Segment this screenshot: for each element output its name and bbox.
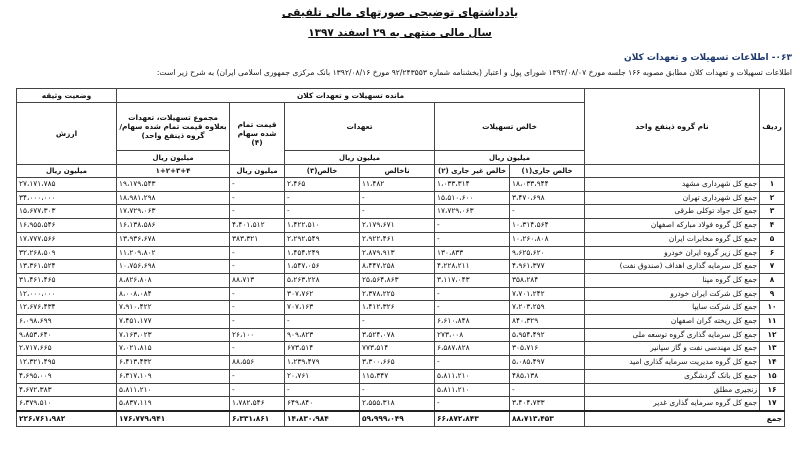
row-current: ۱۰،۲۶۰،۸۰۸ [510, 232, 585, 246]
row-shares: ۱،۷۸۲،۵۴۶ [230, 397, 285, 411]
row-noncurrent: - [435, 287, 510, 301]
col-facilities-unit: میلیون ریال [435, 151, 585, 165]
row-value: ۶،۳۷۹،۵۱۰ [17, 397, 117, 411]
row-value: ۱۷،۷۷۷،۵۶۶ [17, 232, 117, 246]
row-shares: ۸۸،۷۱۳ [230, 273, 285, 287]
row-group-name: جمع کل شهرداری تهران [585, 191, 760, 205]
row-net: ۷۰۷،۱۶۳ [285, 301, 360, 315]
row-net: - [285, 315, 360, 329]
row-index: ۱ [760, 178, 785, 192]
row-current: ۱۸،۰۳۳،۹۴۴ [510, 178, 585, 192]
row-gross: - [360, 205, 435, 219]
col-formula: ۱+۲+۳+۴ [117, 165, 230, 178]
row-value: ۶،۰۹۸،۶۹۹ [17, 315, 117, 329]
row-net: ۲۰،۷۶۱ [285, 369, 360, 383]
row-gross: - [360, 315, 435, 329]
row-group-name: جمع کل سرمایه گذاری اهداف (صندوق نفت) [585, 260, 760, 274]
row-shares: - [230, 342, 285, 356]
row-gross: ۲،۳۷۸،۲۲۵ [360, 287, 435, 301]
col-index-header: ردیف [760, 89, 785, 165]
row-net: ۶۷۳،۵۱۴ [285, 342, 360, 356]
row-total: ۷،۴۵۱،۱۷۷ [117, 315, 230, 329]
row-value: ۳۴،۰۰۰،۰۰۰ [17, 191, 117, 205]
row-noncurrent: ۵،۸۱۱،۲۱۰ [435, 383, 510, 397]
row-value: ۴،۶۷۲،۳۸۳ [17, 383, 117, 397]
table-row [17, 383, 785, 397]
row-net: - [285, 191, 360, 205]
row-group-name: جمع کل ریخته گران اصفهان [585, 315, 760, 329]
total-net: ۱۴،۸۳۰،۹۸۴ [285, 411, 360, 427]
row-group-name: جمع کل شرکت سایپا [585, 301, 760, 315]
row-noncurrent: ۶،۶۱۰،۸۴۸ [435, 315, 510, 329]
row-net: ۱،۴۵۴،۲۴۹ [285, 246, 360, 260]
row-noncurrent: ۳،۱۱۷،۰۴۳ [435, 273, 510, 287]
row-net: - [285, 383, 360, 397]
row-group-name: جمع کل شرکت ایران خودرو [585, 287, 760, 301]
row-gross: ۱۱۵،۳۴۷ [360, 369, 435, 383]
row-current: ۳،۴۰۴،۷۳۳ [510, 397, 585, 411]
row-noncurrent: - [435, 219, 510, 233]
row-shares: - [230, 178, 285, 192]
row-current: ۳۰۵،۷۱۶ [510, 342, 585, 356]
row-gross: ۷۷۳،۵۱۴ [360, 342, 435, 356]
row-index: ۱۳ [760, 342, 785, 356]
row-value: ۱۶،۹۵۵،۵۴۶ [17, 219, 117, 233]
row-total: ۱۳،۹۳۶،۶۷۸ [117, 232, 230, 246]
row-group-name: جمع کل زیر گروه ایران خودرو [585, 246, 760, 260]
row-noncurrent: ۶،۵۸۷،۸۲۸ [435, 342, 510, 356]
row-noncurrent: ۱۳۰،۸۳۳ [435, 246, 510, 260]
row-total: ۶،۴۱۳،۴۳۲ [117, 356, 230, 370]
row-gross: ۱۱،۴۸۲ [360, 178, 435, 192]
row-noncurrent: ۲۷۳،۰۰۸ [435, 328, 510, 342]
row-shares: ۸۸،۵۵۶ [230, 356, 285, 370]
row-total: ۱۱،۲۰۹،۸۰۲ [117, 246, 230, 260]
report-subtitle: سال مالی منتهی به ۲۹ اسفند ۱۳۹۷ [308, 27, 492, 39]
row-current: ۳۵۸،۲۸۴ [510, 273, 585, 287]
row-current: ۴۸۵،۱۳۸ [510, 369, 585, 383]
col-commitments-header: تعهدات [285, 103, 435, 151]
row-gross: ۲،۹۲۲،۴۶۱ [360, 232, 435, 246]
table-row [17, 260, 785, 274]
row-current: ۱۰،۳۱۴،۵۶۴ [510, 219, 585, 233]
col-current-header: خالص جاری(۱) [510, 165, 585, 178]
row-shares: - [230, 191, 285, 205]
row-gross: ۸،۴۴۷،۲۵۸ [360, 260, 435, 274]
table-row [17, 356, 785, 370]
row-total: ۱۶،۱۳۸،۵۸۶ [117, 219, 230, 233]
col-noncurrent-header: خالص غیر جاری (۲) [435, 165, 510, 178]
row-total: ۵،۸۳۷،۱۱۹ [117, 397, 230, 411]
row-value: ۴،۶۹۵،۰۰۹ [17, 369, 117, 383]
table-row [17, 328, 785, 342]
note-description: اطلاعات تسهیلات و تعهدات کلان مطابق مصوبه ۱۶۶ جلسه مورخ ۱۳۹۲/۰۸/۰۷ شورای پول و اعتبار (بخشنامه شماره ۹۲/۲۴۳۵۵۳ مورخ ۱۳۹۲/۰۸/۱۶ بانک مرکزی جمهوری اسلامی ایران) به شرح زیر است: [156, 68, 792, 77]
row-shares: - [230, 369, 285, 383]
row-group-name: جمع کل مهندسی نفت و گاز سپانیر [585, 342, 760, 356]
row-index: ۱۱ [760, 315, 785, 329]
total-gross: ۵۹،۹۹۹،۰۴۹ [360, 411, 435, 427]
row-index: ۱۲ [760, 328, 785, 342]
row-total: ۷،۰۲۱،۸۱۵ [117, 342, 230, 356]
row-net: ۱،۵۴۷،۰۵۶ [285, 260, 360, 274]
row-gross: - [360, 191, 435, 205]
row-value: ۱۵،۶۷۷،۳۰۳ [17, 205, 117, 219]
row-gross: ۳،۳۰۰،۶۶۵ [360, 356, 435, 370]
total-noncurrent: ۶۶،۸۷۲،۸۴۳ [435, 411, 510, 427]
table-row [17, 178, 785, 192]
row-total: ۷،۹۱۰،۴۲۲ [117, 301, 230, 315]
row-gross: ۲۵،۵۶۴،۸۶۳ [360, 273, 435, 287]
row-net: ۳۰۷،۷۶۲ [285, 287, 360, 301]
col-value-unit: میلیون ریال [17, 165, 117, 178]
col-commitments-unit: میلیون ریال [285, 151, 435, 165]
row-shares: - [230, 315, 285, 329]
table-row [17, 232, 785, 246]
table-row [17, 397, 785, 411]
row-index: ۲ [760, 191, 785, 205]
row-noncurrent: ۱۷،۷۲۹،۰۶۳ [435, 205, 510, 219]
row-current: - [510, 383, 585, 397]
total-total: ۱۷۶،۷۷۹،۹۴۱ [117, 411, 230, 427]
row-net: ۱،۴۲۲،۵۱۰ [285, 219, 360, 233]
row-total: ۱۹،۱۷۹،۵۴۳ [117, 178, 230, 192]
col-total-unit: میلیون ریال [117, 151, 230, 165]
row-group-name: جمع کل گروه مخابرات ایران [585, 232, 760, 246]
row-shares: - [230, 260, 285, 274]
col-value-header: ارزش [17, 103, 117, 165]
col-group-header: نام گروه ذینفع واحد [585, 89, 760, 165]
table-row [17, 301, 785, 315]
row-index: ۷ [760, 260, 785, 274]
row-value: ۲،۷۱۷،۶۶۵ [17, 342, 117, 356]
row-shares: - [230, 383, 285, 397]
large-facilities-table [16, 88, 785, 427]
row-shares: ۲۶،۱۰۰ [230, 328, 285, 342]
table-row [17, 219, 785, 233]
row-group-name: جمع کل جواد توکلی طرقی [585, 205, 760, 219]
row-group-name: جمع کل گروه مپنا [585, 273, 760, 287]
row-group-name: جمع کل گروه سرمایه گذاری غدیر [585, 397, 760, 411]
row-shares: ۳۸۳،۳۲۱ [230, 232, 285, 246]
total-current: ۸۸،۷۱۳،۴۵۳ [510, 411, 585, 427]
table-row [17, 246, 785, 260]
row-total: ۱۰،۷۵۶،۶۹۸ [117, 260, 230, 274]
row-current: ۹،۶۲۵،۶۲۰ [510, 246, 585, 260]
row-index: ۱۵ [760, 369, 785, 383]
row-gross: ۲،۸۷۹،۹۱۳ [360, 246, 435, 260]
row-value: ۱۲،۳۲۱،۴۹۵ [17, 356, 117, 370]
row-noncurrent: - [435, 301, 510, 315]
row-current: ۷،۲۰۳،۲۵۹ [510, 301, 585, 315]
row-value: ۳۲،۲۶۸،۵۰۹ [17, 246, 117, 260]
row-gross: ۱،۴۱۲،۳۲۶ [360, 301, 435, 315]
table-row [17, 369, 785, 383]
row-noncurrent: ۵،۸۱۱،۲۱۰ [435, 369, 510, 383]
row-current: ۵،۰۸۵،۴۹۷ [510, 356, 585, 370]
table-row [17, 315, 785, 329]
row-noncurrent: ۱،۰۳۳،۳۱۴ [435, 178, 510, 192]
table-row [17, 273, 785, 287]
row-total: ۸،۸۲۶،۸۰۸ [117, 273, 230, 287]
row-group-name: جمع کل گروه فولاد مبارکه اصفهان [585, 219, 760, 233]
row-index: ۵ [760, 232, 785, 246]
row-net: ۲،۲۹۲،۵۴۹ [285, 232, 360, 246]
row-shares: - [230, 301, 285, 315]
row-total: ۷،۱۶۳،۰۲۳ [117, 328, 230, 342]
report-title: یادداشتهای توضیحی صورتهای مالی تلفیقی [281, 6, 519, 19]
row-group-name: جمع کل سرمایه گذاری گروه توسعه ملی [585, 328, 760, 342]
row-index: ۸ [760, 273, 785, 287]
row-noncurrent: - [435, 232, 510, 246]
row-index: ۴ [760, 219, 785, 233]
col-net-header: خالص(۳) [285, 165, 360, 178]
row-net: ۶۴۹،۸۴۰ [285, 397, 360, 411]
total-value: ۲۲۶،۷۶۱،۹۸۲ [17, 411, 117, 427]
row-shares: - [230, 205, 285, 219]
row-index: ۱۰ [760, 301, 785, 315]
row-index: ۳ [760, 205, 785, 219]
row-noncurrent: - [435, 356, 510, 370]
row-current: ۷،۷۰۱،۲۴۲ [510, 287, 585, 301]
row-noncurrent: ۴،۲۲۸،۲۱۱ [435, 260, 510, 274]
col-gross-header: ناخالص [360, 165, 435, 178]
totals-row [17, 411, 785, 427]
row-gross: ۲،۵۵۵،۳۱۸ [360, 397, 435, 411]
note-title: ۰۶۳- اطلاعات تسهیلات و تعهدات کلان [624, 53, 792, 63]
row-value: ۱۲،۰۰۰،۰۰۰ [17, 287, 117, 301]
row-value: ۹،۸۵۳،۶۴۰ [17, 328, 117, 342]
row-net: ۵،۲۶۳،۲۲۸ [285, 273, 360, 287]
row-index: ۱۴ [760, 356, 785, 370]
row-value: ۲۷،۱۷۱،۷۸۵ [17, 178, 117, 192]
row-gross: ۳،۵۲۴،۰۷۸ [360, 328, 435, 342]
row-shares: - [230, 287, 285, 301]
table-row [17, 342, 785, 356]
total-shares: ۶،۳۳۱،۸۶۱ [230, 411, 285, 427]
row-shares: ۴،۴۰۱،۵۱۲ [230, 219, 285, 233]
col-balance-header: مانده تسهیلات و تعهدات کلان [117, 89, 585, 103]
row-gross: ۲،۱۷۹،۶۷۱ [360, 219, 435, 233]
row-group-name: جمع کل بانک گردشگری [585, 369, 760, 383]
col-collateral-header: وضعیت وثیقه [17, 89, 117, 103]
row-index: ۹ [760, 287, 785, 301]
col-facilities-header: خالص تسهیلات [435, 103, 585, 151]
row-current: ۵،۹۵۴،۴۹۲ [510, 328, 585, 342]
row-value: ۱۲،۶۷۶،۴۳۴ [17, 301, 117, 315]
row-total: ۵،۸۱۱،۲۱۰ [117, 383, 230, 397]
row-index: ۱۷ [760, 397, 785, 411]
row-group-name: جمع کل گروه مدیریت سرمایه گذاری امید [585, 356, 760, 370]
row-current: ۴،۹۶۱،۳۷۷ [510, 260, 585, 274]
col-shares-header: قیمت تمام شده سهام (۴) [230, 103, 285, 165]
row-total: ۶،۳۱۷،۱۰۹ [117, 369, 230, 383]
row-index: ۶ [760, 246, 785, 260]
col-total-header: مجموع تسهیلات، تعهدات بعلاوه قیمت تمام شده سهام/گروه ذینفع واحد) [117, 103, 230, 151]
row-noncurrent: - [435, 397, 510, 411]
row-noncurrent: ۱۵،۵۱۰،۶۰۰ [435, 191, 510, 205]
row-shares: - [230, 246, 285, 260]
row-group-name: جمع کل شهرداری مشهد [585, 178, 760, 192]
row-current: - [510, 205, 585, 219]
col-shares-unit: میلیون ریال [230, 165, 285, 178]
row-net: ۱،۲۳۹،۴۷۹ [285, 356, 360, 370]
row-gross: - [360, 383, 435, 397]
totals-label: جمع [585, 411, 785, 427]
row-current: ۸۴۰،۳۲۹ [510, 315, 585, 329]
table-row [17, 287, 785, 301]
row-net: ۹۰۹،۸۲۳ [285, 328, 360, 342]
row-current: ۳،۴۷۰،۶۹۸ [510, 191, 585, 205]
row-value: ۳۱،۴۶۱،۴۶۵ [17, 273, 117, 287]
table-row [17, 191, 785, 205]
row-net: ۲،۴۶۵ [285, 178, 360, 192]
row-index: ۱۶ [760, 383, 785, 397]
row-total: ۸،۰۰۸،۰۸۴ [117, 287, 230, 301]
row-value: ۱۳،۳۶۱،۵۲۴ [17, 260, 117, 274]
table-row [17, 205, 785, 219]
row-total: ۱۸،۹۸۱،۲۹۸ [117, 191, 230, 205]
row-total: ۱۷،۷۲۹،۰۶۳ [117, 205, 230, 219]
row-group-name: زنجیری مطلق [585, 383, 760, 397]
row-net: - [285, 205, 360, 219]
